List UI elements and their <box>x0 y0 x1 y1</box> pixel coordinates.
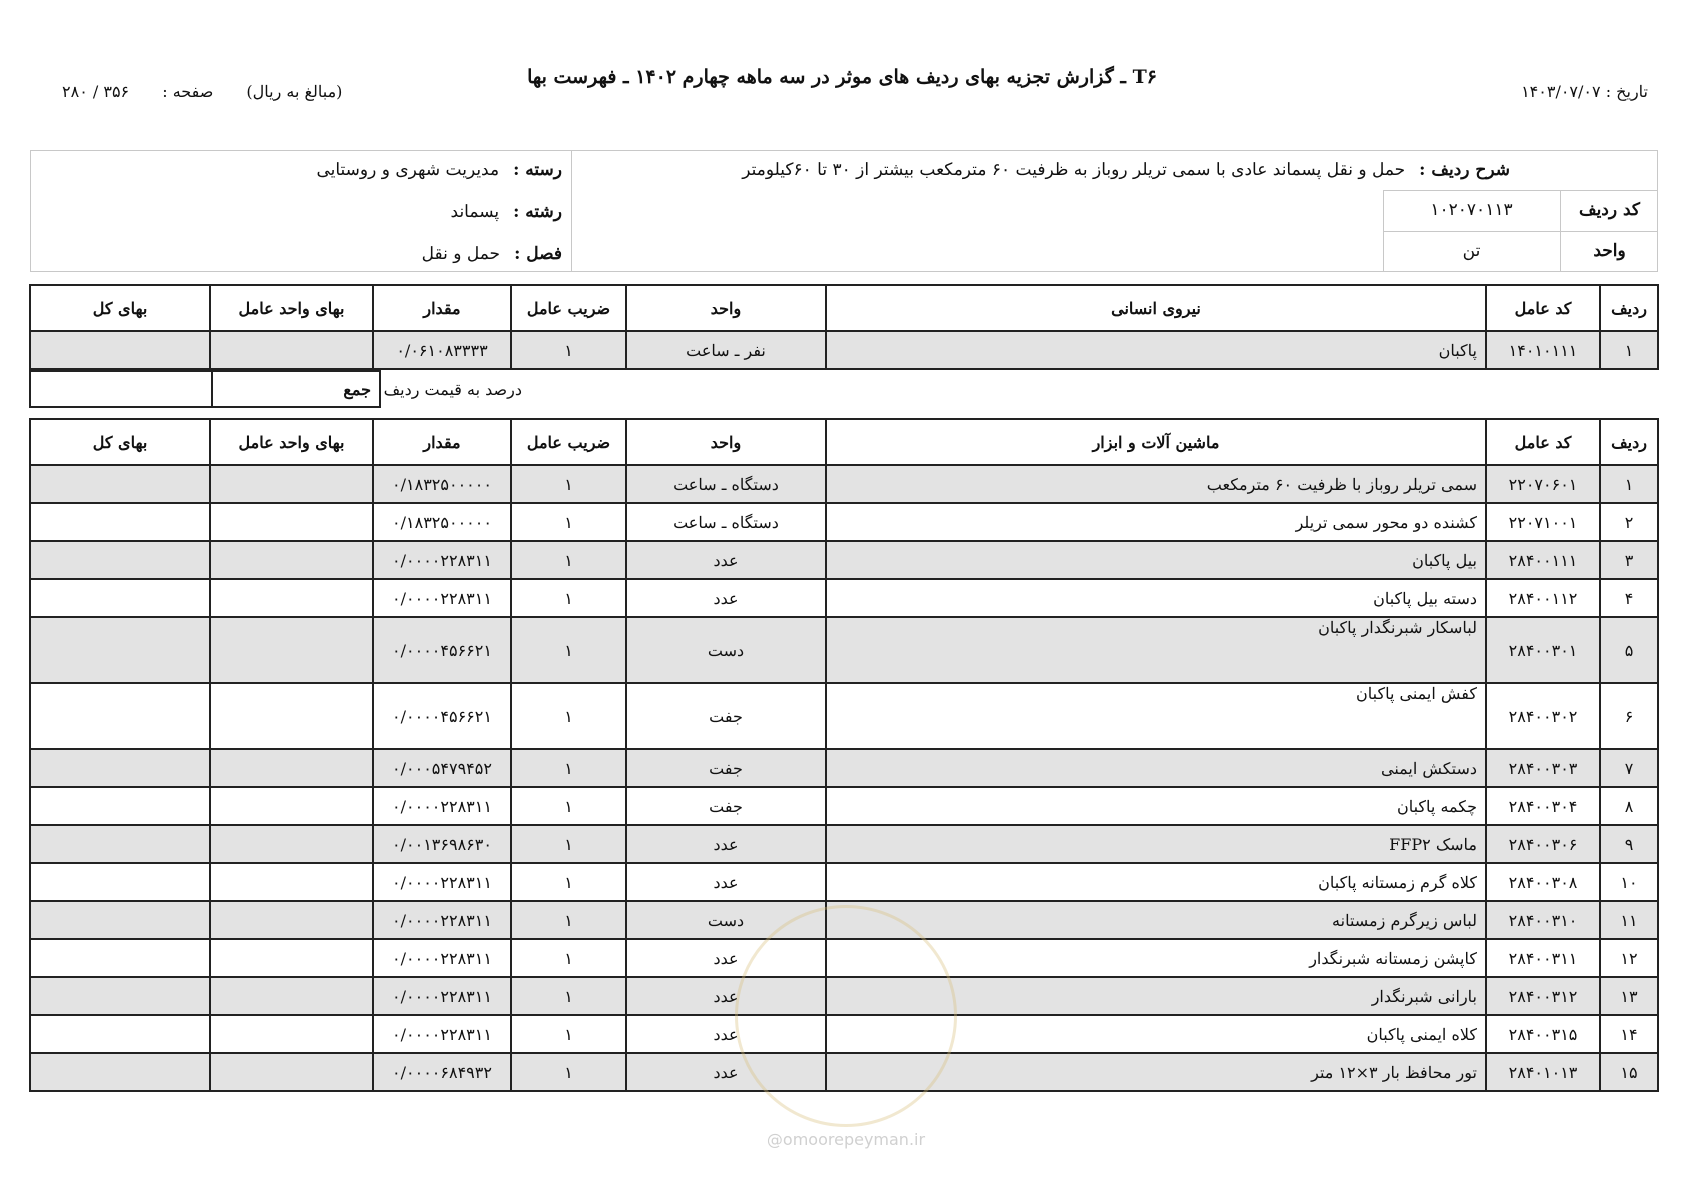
cell-code: ۲۸۴۰۰۳۰۳ <box>1486 749 1600 787</box>
cell-code: ۲۸۴۰۱۰۱۳ <box>1486 1053 1600 1091</box>
report-date <box>1521 82 1648 101</box>
cell-total <box>30 1053 210 1091</box>
cell-unit-price <box>210 977 373 1015</box>
table-row <box>30 683 1658 749</box>
cell-unit: عدد <box>626 939 826 977</box>
sum-label: جمع <box>212 371 380 407</box>
cell-code: ۲۸۴۰۰۱۱۲ <box>1486 579 1600 617</box>
cell-no: ۱۳ <box>1600 977 1658 1015</box>
table-row <box>30 825 1658 863</box>
cell-total <box>30 901 210 939</box>
cell-unit: دستگاه ـ ساعت <box>626 465 826 503</box>
watermark-stamp-icon <box>735 905 957 1127</box>
cell-name: لباسکار شبرنگدار پاکبان <box>826 617 1486 683</box>
col-header-unit: واحد <box>626 285 826 331</box>
table-row <box>30 863 1658 901</box>
sum-value <box>30 371 212 407</box>
category-value: مدیریت شهری و روستایی <box>316 160 500 180</box>
cell-code: ۲۲۰۷۰۶۰۱ <box>1486 465 1600 503</box>
cell-factor: ۱ <box>511 579 626 617</box>
page-label: صفحه : <box>162 82 214 101</box>
cell-qty: ۰/۰۰۰۰۲۲۸۳۱۱ <box>373 939 511 977</box>
cell-qty: ۰/۰۰۰۰۲۲۸۳۱۱ <box>373 541 511 579</box>
cell-unit-price <box>210 825 373 863</box>
labor-header-row <box>30 285 1658 331</box>
cell-unit-price <box>210 541 373 579</box>
cell-factor: ۱ <box>511 503 626 541</box>
cell-name: کلاه گرم زمستانه پاکبان <box>826 863 1486 901</box>
cell-factor: ۱ <box>511 541 626 579</box>
cell-no: ۵ <box>1600 617 1658 683</box>
col-header-total: بهای کل <box>30 419 210 465</box>
cell-qty: ۰/۱۸۳۲۵۰۰۰۰۰ <box>373 465 511 503</box>
col-header-labor: نیروی انسانی <box>826 285 1486 331</box>
cell-name: سمی تریلر روباز با ظرفیت ۶۰ مترمکعب <box>826 465 1486 503</box>
col-header-unit-price: بهای واحد عامل <box>210 285 373 331</box>
cell-factor: ۱ <box>511 977 626 1015</box>
cell-no: ۷ <box>1600 749 1658 787</box>
report-title: T۶ ـ گزارش تجزیه بهای ردیف های موثر در سه ماهه چهارم ۱۴۰۲ ـ فهرست بها <box>527 66 1157 88</box>
cell-total <box>30 579 210 617</box>
cell-code: ۲۸۴۰۰۳۱۵ <box>1486 1015 1600 1053</box>
category <box>316 160 562 180</box>
chapter <box>422 244 562 264</box>
cell-code: ۲۲۰۷۱۰۰۱ <box>1486 503 1600 541</box>
cell-unit-price <box>210 939 373 977</box>
cell-no: ۴ <box>1600 579 1658 617</box>
unit-label: واحد <box>1593 241 1626 261</box>
cell-factor: ۱ <box>511 825 626 863</box>
col-header-no: ردیف <box>1600 419 1658 465</box>
cell-total <box>30 749 210 787</box>
percent-note: درصد به قیمت ردیف <box>380 371 530 407</box>
cell-name: کاپشن زمستانه شبرنگدار <box>826 939 1486 977</box>
cell-unit: عدد <box>626 977 826 1015</box>
cell-unit: عدد <box>626 863 826 901</box>
col-header-factor: ضریب عامل <box>511 419 626 465</box>
cell-total <box>30 541 210 579</box>
cell-unit-price <box>210 1053 373 1091</box>
cell-unit: عدد <box>626 825 826 863</box>
cell-name: بارانی شبرنگدار <box>826 977 1486 1015</box>
cell-unit: جفت <box>626 749 826 787</box>
cell-unit-price <box>210 465 373 503</box>
labor-sum-table <box>29 370 530 408</box>
cell-name: پاکبان <box>826 331 1486 369</box>
chapter-value: حمل و نقل <box>421 244 501 264</box>
cell-factor: ۱ <box>511 939 626 977</box>
page-number: ۳۵۶ / ۲۸۰ <box>62 82 130 101</box>
cell-name: کفش ایمنی پاکبان <box>826 683 1486 749</box>
cell-factor: ۱ <box>511 863 626 901</box>
cell-unit-price <box>210 901 373 939</box>
cell-total <box>30 863 210 901</box>
cell-unit-price <box>210 1015 373 1053</box>
cell-code: ۲۸۴۰۰۳۰۲ <box>1486 683 1600 749</box>
col-header-code: کد عامل <box>1486 285 1600 331</box>
field <box>451 202 562 222</box>
cell-unit: نفر ـ ساعت <box>626 331 826 369</box>
cell-factor: ۱ <box>511 1053 626 1091</box>
col-header-total: بهای کل <box>30 285 210 331</box>
table-row <box>30 617 1658 683</box>
cell-unit: جفت <box>626 787 826 825</box>
cell-factor: ۱ <box>511 787 626 825</box>
cell-qty: ۰/۰۰۰۰۲۲۸۳۱۱ <box>373 901 511 939</box>
cell-code: ۲۸۴۰۰۳۰۴ <box>1486 787 1600 825</box>
row-description <box>742 160 1510 180</box>
cell-name: بیل پاکبان <box>826 541 1486 579</box>
cell-code: ۲۸۴۰۰۳۱۲ <box>1486 977 1600 1015</box>
row-description-label: شرح ردیف : <box>1419 160 1510 180</box>
row-description-value: حمل و نقل پسماند عادی با سمی تریلر روباز به ظرفیت ۶۰ مترمکعب بیشتر از ۳۰ تا ۶۰کیلومتر <box>742 160 1406 180</box>
cell-qty: ۰/۰۰۱۳۶۹۸۶۳۰ <box>373 825 511 863</box>
cell-unit-price <box>210 683 373 749</box>
col-header-factor: ضریب عامل <box>511 285 626 331</box>
table-row <box>30 787 1658 825</box>
cell-name: دستکش ایمنی <box>826 749 1486 787</box>
cell-total <box>30 331 210 369</box>
cell-qty: ۰/۰۰۰۰۶۸۴۹۳۲ <box>373 1053 511 1091</box>
cell-unit: دست <box>626 617 826 683</box>
cell-no: ۹ <box>1600 825 1658 863</box>
cell-qty: ۰/۰۰۰۰۴۵۶۶۲۱ <box>373 683 511 749</box>
cell-code: ۲۸۴۰۰۱۱۱ <box>1486 541 1600 579</box>
category-label: رسته : <box>513 160 562 180</box>
cell-name: لباس زیرگرم زمستانه <box>826 901 1486 939</box>
cell-unit: عدد <box>626 541 826 579</box>
field-value: پسماند <box>450 202 500 222</box>
cell-code: ۲۸۴۰۰۳۱۰ <box>1486 901 1600 939</box>
row-code-label: کد ردیف <box>1578 200 1641 220</box>
cell-no: ۸ <box>1600 787 1658 825</box>
cell-qty: ۰/۱۸۳۲۵۰۰۰۰۰ <box>373 503 511 541</box>
row-code-value: ۱۰۲۰۷۰۱۱۳ <box>1430 200 1513 220</box>
cell-name: چکمه پاکبان <box>826 787 1486 825</box>
field-label: رشته : <box>513 202 562 222</box>
col-header-qty: مقدار <box>373 419 511 465</box>
cell-code: ۱۴۰۱۰۱۱۱ <box>1486 331 1600 369</box>
cell-name: کلاه ایمنی پاکبان <box>826 1015 1486 1053</box>
cell-factor: ۱ <box>511 617 626 683</box>
cell-code: ۲۸۴۰۰۳۰۱ <box>1486 617 1600 683</box>
labor-table <box>29 284 1659 370</box>
cell-unit-price <box>210 787 373 825</box>
cell-total <box>30 617 210 683</box>
col-header-no: ردیف <box>1600 285 1658 331</box>
col-header-unit: واحد <box>626 419 826 465</box>
cell-unit: عدد <box>626 1015 826 1053</box>
grid-divider-h <box>1383 231 1658 232</box>
page-info <box>34 82 342 101</box>
cell-name: کشنده دو محور سمی تریلر <box>826 503 1486 541</box>
cell-no: ۱۱ <box>1600 901 1658 939</box>
col-header-qty: مقدار <box>373 285 511 331</box>
cell-name: ماسک FFP۲ <box>826 825 1486 863</box>
cell-unit: عدد <box>626 579 826 617</box>
cell-unit: جفت <box>626 683 826 749</box>
cell-unit-price <box>210 749 373 787</box>
labor-sum-row <box>30 371 530 407</box>
cell-factor: ۱ <box>511 1015 626 1053</box>
table-row <box>30 749 1658 787</box>
cell-no: ۶ <box>1600 683 1658 749</box>
cell-no: ۱ <box>1600 465 1658 503</box>
cell-factor: ۱ <box>511 901 626 939</box>
cell-no: ۲ <box>1600 503 1658 541</box>
cell-factor: ۱ <box>511 749 626 787</box>
table-row <box>30 541 1658 579</box>
cell-qty: ۰/۰۰۰۰۴۵۶۶۲۱ <box>373 617 511 683</box>
cell-total <box>30 977 210 1015</box>
cell-total <box>30 503 210 541</box>
cell-qty: ۰/۰۰۰۰۲۲۸۳۱۱ <box>373 579 511 617</box>
table-row <box>30 579 1658 617</box>
cell-qty: ۰/۰۰۰۵۴۷۹۴۵۲ <box>373 749 511 787</box>
cell-unit-price <box>210 331 373 369</box>
cell-qty: ۰/۰۰۰۰۲۲۸۳۱۱ <box>373 863 511 901</box>
cell-factor: ۱ <box>511 331 626 369</box>
amounts-note: (مبالغ به ریال) <box>246 82 343 101</box>
unit-value: تن <box>1462 241 1481 261</box>
col-header-unit-price: بهای واحد عامل <box>210 419 373 465</box>
cell-factor: ۱ <box>511 683 626 749</box>
table-row <box>30 465 1658 503</box>
cell-no: ۱۰ <box>1600 863 1658 901</box>
cell-unit: دستگاه ـ ساعت <box>626 503 826 541</box>
cell-qty: ۰/۰۶۱۰۸۳۳۳۳ <box>373 331 511 369</box>
col-header-code: کد عامل <box>1486 419 1600 465</box>
table-row <box>30 331 1658 369</box>
cell-no: ۳ <box>1600 541 1658 579</box>
table-row <box>30 503 1658 541</box>
machinery-header-row <box>30 419 1658 465</box>
watermark-site: @omoorepeyman.ir <box>766 1130 926 1149</box>
cell-code: ۲۸۴۰۰۳۰۶ <box>1486 825 1600 863</box>
cell-unit-price <box>210 863 373 901</box>
cell-code: ۲۸۴۰۰۳۱۱ <box>1486 939 1600 977</box>
cell-unit: عدد <box>626 1053 826 1091</box>
cell-no: ۱۲ <box>1600 939 1658 977</box>
cell-code: ۲۸۴۰۰۳۰۸ <box>1486 863 1600 901</box>
date-value: ۱۴۰۳/۰۷/۰۷ <box>1521 82 1601 101</box>
cell-no: ۱۵ <box>1600 1053 1658 1091</box>
cell-no: ۱ <box>1600 331 1658 369</box>
cell-name: دسته بیل پاکبان <box>826 579 1486 617</box>
date-label: تاریخ : <box>1605 82 1648 101</box>
cell-total <box>30 1015 210 1053</box>
cell-qty: ۰/۰۰۰۰۲۲۸۳۱۱ <box>373 1015 511 1053</box>
cell-unit-price <box>210 579 373 617</box>
cell-unit: دست <box>626 901 826 939</box>
info-divider <box>571 150 572 272</box>
cell-name: تور محافظ بار ۳×۱۲ متر <box>826 1053 1486 1091</box>
cell-qty: ۰/۰۰۰۰۲۲۸۳۱۱ <box>373 977 511 1015</box>
cell-unit-price <box>210 617 373 683</box>
cell-total <box>30 787 210 825</box>
cell-qty: ۰/۰۰۰۰۲۲۸۳۱۱ <box>373 787 511 825</box>
cell-total <box>30 465 210 503</box>
cell-unit-price <box>210 503 373 541</box>
cell-no: ۱۴ <box>1600 1015 1658 1053</box>
cell-total <box>30 825 210 863</box>
cell-factor: ۱ <box>511 465 626 503</box>
cell-total <box>30 683 210 749</box>
chapter-label: فصل : <box>514 244 562 264</box>
col-header-machinery: ماشین آلات و ابزار <box>826 419 1486 465</box>
cell-total <box>30 939 210 977</box>
